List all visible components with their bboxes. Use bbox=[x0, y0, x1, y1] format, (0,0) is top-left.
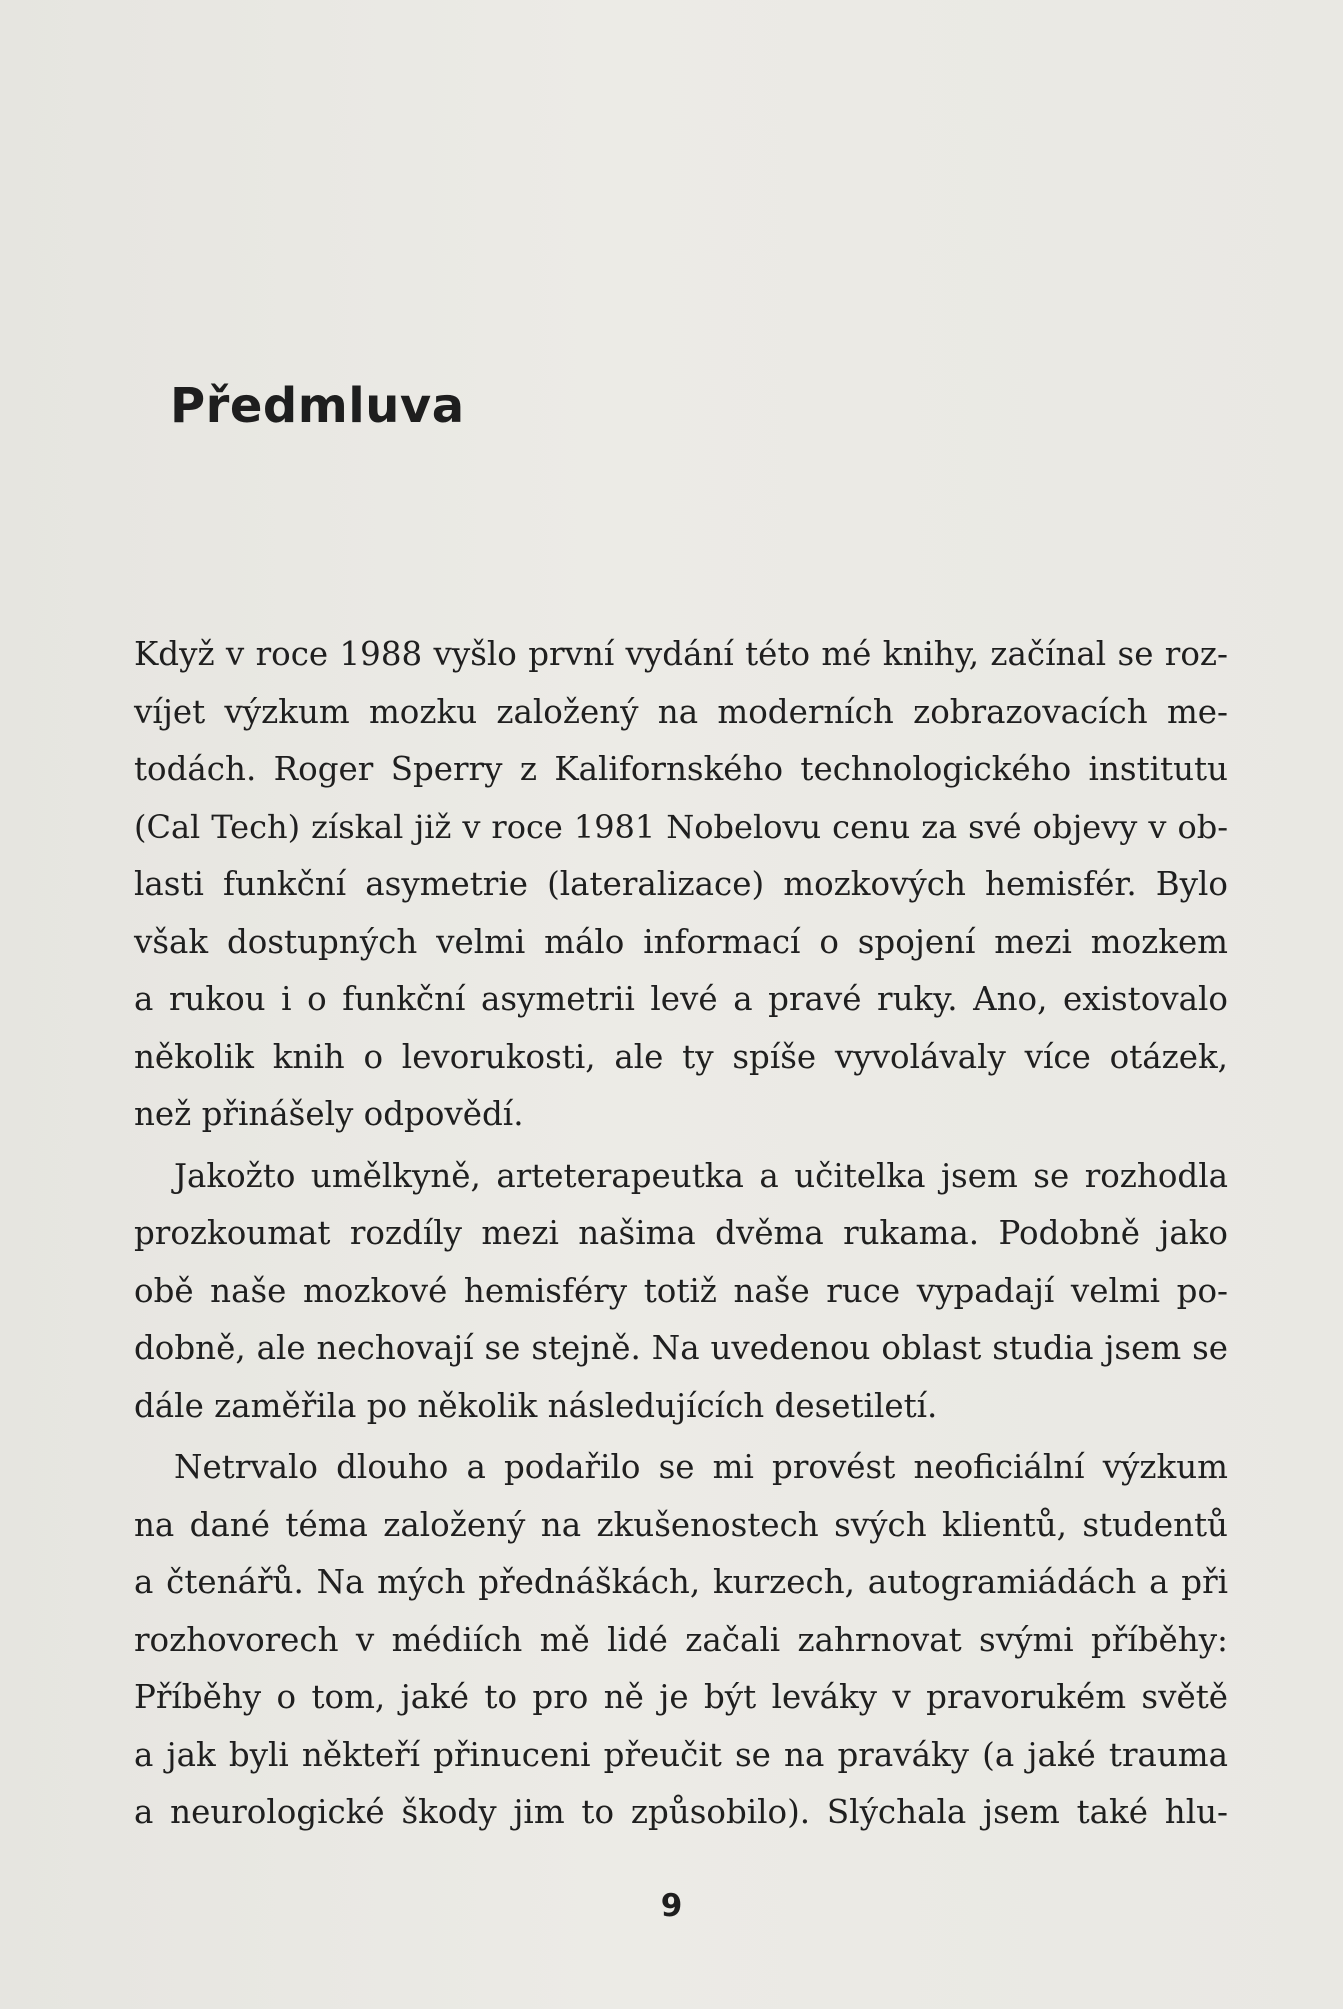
text-line: na dané téma založený na zkušenostech svých klientů, studentů bbox=[134, 1505, 1228, 1544]
text-line: prozkoumat rozdíly mezi našima dvěma rukama. Podobně jako bbox=[134, 1214, 1228, 1252]
text-line: (Cal Tech) získal již v roce 1981 Nobelovu cenu za své objevy v ob- bbox=[134, 807, 1228, 846]
text-line: dobně, ale nechovají se stejně. Na uvedenou oblast studia jsem se bbox=[134, 1329, 1228, 1367]
text-line: obě naše mozkové hemisféry totiž naše ruce vypadají velmi po- bbox=[134, 1271, 1228, 1310]
text-line: několik knih o levorukosti, ale ty spíše vyvolávaly více otázek, bbox=[134, 1037, 1228, 1076]
chapter-heading: Předmluva bbox=[170, 378, 465, 434]
text-line: a rukou i o funkční asymetrii levé a pravé ruky. Ano, existovalo bbox=[134, 980, 1228, 1018]
text-line: Příběhy o tom, jaké to pro ně je být leváky v pravorukém světě bbox=[134, 1678, 1228, 1716]
paragraph bbox=[134, 626, 1228, 1144]
text-line: Když v roce 1988 vyšlo první vydání této mé knihy, začínal se roz- bbox=[134, 635, 1228, 673]
text-line: dále zaměřila po několik následujících desetiletí. bbox=[134, 1386, 938, 1425]
page-number: 9 bbox=[660, 1888, 683, 1924]
text-line: Jakožto umělkyně, arteterapeutka a učitelka jsem se rozhodla bbox=[174, 1156, 1228, 1195]
text-line: rozhovorech v médiích mě lidé začali zahrnovat svými příběhy: bbox=[134, 1620, 1228, 1659]
text-line: todách. Roger Sperry z Kalifornského technologického institutu bbox=[134, 750, 1228, 788]
text-line: víjet výzkum mozku založený na moderních zobrazovacích me- bbox=[134, 692, 1228, 731]
text-line: a čtenářů. Na mých přednáškách, kurzech, autogramiádách a při bbox=[134, 1563, 1228, 1601]
text-line: a neurologické škody jim to způsobilo). Slýchala jsem také hlu- bbox=[134, 1793, 1228, 1831]
text-line: lasti funkční asymetrie (lateralizace) mozkových hemisfér. Bylo bbox=[134, 865, 1228, 903]
text-line: a jak byli někteří přinuceni přeučit se na praváky (a jaké trauma bbox=[134, 1735, 1228, 1774]
body-text bbox=[134, 626, 1228, 1842]
text-line: však dostupných velmi málo informací o spojení mezi mozkem bbox=[134, 922, 1228, 961]
text-line: Netrvalo dlouho a podařilo se mi provést neoficiální výzkum bbox=[174, 1448, 1228, 1486]
paragraph bbox=[134, 1148, 1228, 1436]
paragraph bbox=[134, 1439, 1228, 1842]
text-line: než přinášely odpovědí. bbox=[134, 1095, 524, 1133]
